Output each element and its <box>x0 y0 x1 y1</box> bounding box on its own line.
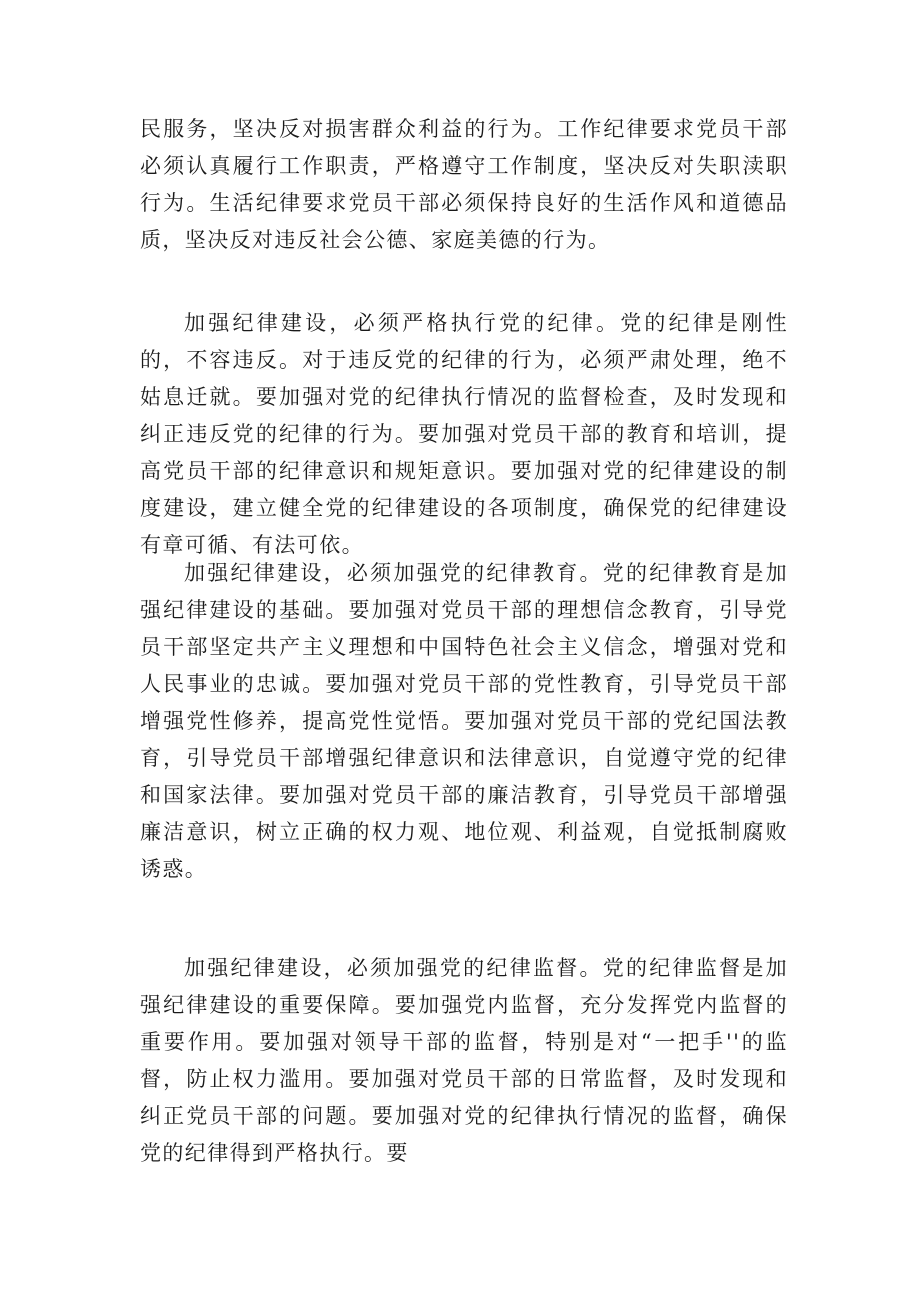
paragraph-discipline-supervision <box>140 950 788 1172</box>
paragraph-text: 加强纪律建设，必须加强党的纪律教育。党的纪律教育是加强纪律建设的基础。要加强对党员干部的理想信念教育，引导党员干部坚定共产主义理想和中国特色社会主义信念，增强对党和人民事业的忠诚。要加强对党员干部的党性教育，引导党员干部增强党性修养，提高党性觉悟。要加强对党员干部的党纪国法教育，引导党员干部增强纪律意识和法律意识，自觉遵守党的纪律和国家法律。要加强对党员干部的廉洁教育，引导党员干部增强廉洁意识，树立正确的权力观、地位观、利益观，自觉抵制腐败诱惑。 <box>140 561 788 881</box>
paragraph-continuation <box>140 111 788 259</box>
paragraph-text: 加强纪律建设，必须加强党的纪律监督。党的纪律监督是加强纪律建设的重要保障。要加强党内监督，充分发挥党内监督的重要作用。要加强对领导干部的监督，特别是对“一把手''的监督，防止权力滥用。要加强对党员干部的日常监督，及时发现和纠正党员干部的问题。要加强对党的纪律执行情况的监督，确保党的纪律得到严格执行。要 <box>140 956 788 1165</box>
paragraph-strict-enforcement <box>140 305 788 564</box>
paragraph-text: 加强纪律建设，必须严格执行党的纪律。党的纪律是刚性的，不容违反。对于违反党的纪律的行为，必须严肃处理，绝不姑息迁就。要加强对党的纪律执行情况的监督检查，及时发现和纠正违反党的纪律的行为。要加强对党员干部的教育和培训，提高党员干部的纪律意识和规矩意识。要加强对党的纪律建设的制度建设，建立健全党的纪律建设的各项制度，确保党的纪律建设有章可循、有法可依。 <box>140 311 788 557</box>
paragraph-text: 民服务，坚决反对损害群众利益的行为。工作纪律要求党员干部必须认真履行工作职责，严格遵守工作制度，坚决反对失职渎职行为。生活纪律要求党员干部必须保持良好的生活作风和道德品质，坚决反对违反社会公德、家庭美德的行为。 <box>140 117 788 252</box>
paragraph-discipline-education <box>140 555 788 888</box>
